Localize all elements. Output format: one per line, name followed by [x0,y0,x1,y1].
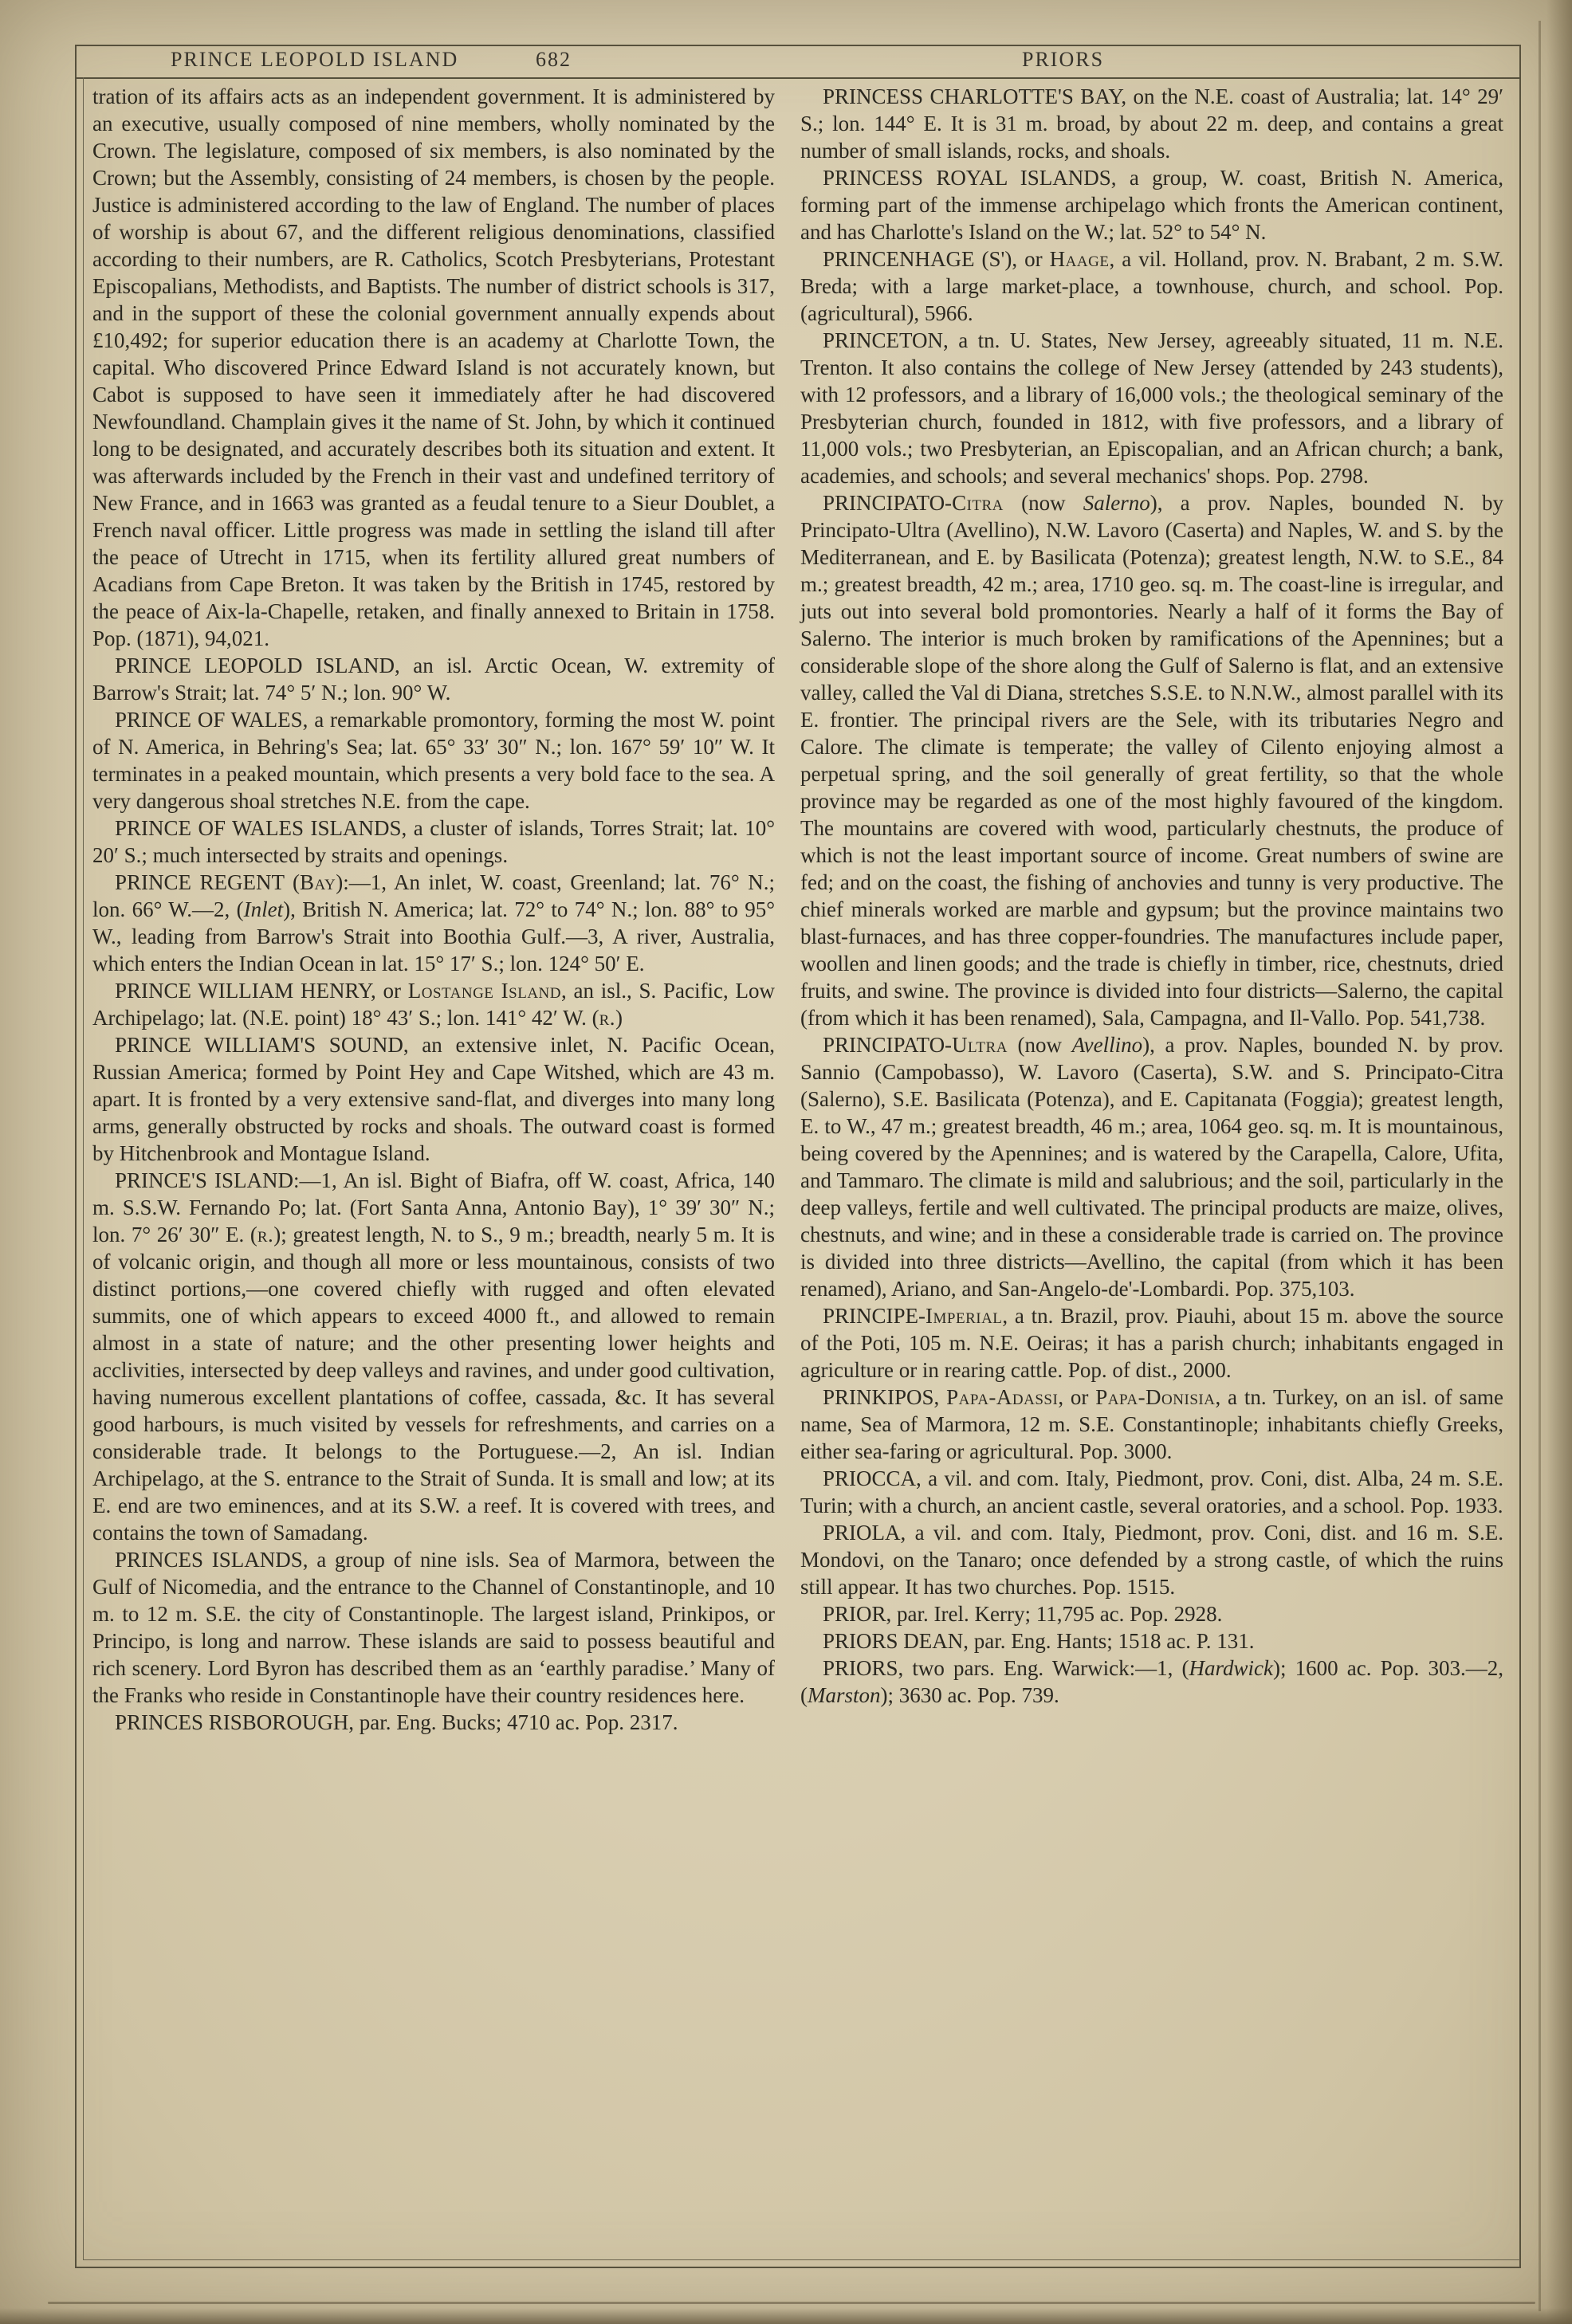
entry-paragraph [800,1655,1503,1709]
body-text: ), British N. America; lat. 72° to 74° N.; lon. 88° to 95° W., leading from Barrow's Strait into Boothia Gulf.—3, A river, Australia, which enters the Indian Ocean in lat. 15° 17′ S.; lon. 124° 50′ E. [92,897,775,976]
entry-paragraph [92,1709,775,1736]
entry-paragraph [92,1546,775,1709]
entry-paragraph [92,706,775,815]
italic-text: Salerno [1083,491,1150,515]
entry-paragraph [800,327,1503,489]
body-text: , a tn. Brazil, prov. Piauhi, about 15 m. above the source of the Poti, 105 m. N.E. Oeiras; it has a parish church; inhabitants engaged in agriculture or in rearing cattle. Pop. of dist., 2000. [800,1304,1503,1382]
body-text: PRIOLA, a vil. and com. Italy, Piedmont, prov. Coni, dist. and 16 m. S.E. Mondovi, on the Tanaro; once defended by a strong castle, of which the ruins still appear. It has two churches. Pop. 1515. [800,1521,1503,1599]
body-text: , a tn. Turkey, on an isl. of same name, Sea of Marmora, 12 m. S.E. Constantinople; inhabitants chiefly Greeks, either sea-faring or agricultural. Pop. 3000. [800,1385,1503,1463]
page-edge-bottom [48,2302,1535,2304]
body-text: PRINCETON, a tn. U. States, New Jersey, agreeably situated, 11 m. N.E. Trenton. It also contains the college of New Jersey (attended by 243 students), with 12 professors, and a library of 16,000 vols.; the theological seminary of the Presbyterian church, founded in 1812, with five professors, and a library of 11,000 vols.; two Presbyterian, an Episcopalian, and an African church; a bank, academies, and schools; and several mechanics' shops. Pop. 2798. [800,328,1503,488]
body-text: tration of its affairs acts as an independent government. It is administered by an executive, usually composed of nine members, wholly nominated by the Crown. The legislature, composed of six members, is also nominated by the Crown; but the Assembly, consisting of 24 members, is chosen by the people. Justice is administered according to the law of England. The number of places of worship is about 67, and the different religious denominations, classified according to their numbers, are R. Catholics, Scotch Presbyterians, Protestant Episcopalians, Methodists, and Baptists. The number of district schools is 317, and in the support of these the colonial government annually expends about £10,492; for superior education there is an academy at Charlotte Town, the capital. Who discovered Prince Edward Island is not accurately known, but Cabot is supposed to have seen it immediately after he had discovered Newfoundland. Champlain gives it the name of St. John, by which it continued long to be designated, and accurately describes both its situation and extent. It was afterwards included by the French in their vast and undefined territory of New France, and in 1663 was granted as a feudal tenure to a Sieur Doublet, a French naval officer. Little progress was made in settling the island till after the peace of Utrecht in 1715, when its fertility allured great numbers of Acadians from Cape Breton. It was taken by the British in 1745, restored by the peace of Aix-la-Chapelle, retaken, and finally annexed to Britain in 1758. Pop. (1871), 94,021. [92,84,775,650]
body-text: (now [1003,491,1083,515]
body-text: PRIOR, par. Irel. Kerry; 11,795 ac. Pop. 2928. [823,1602,1223,1626]
small-caps-text: Lostange Island [407,979,561,1003]
body-text: PRINCE OF WALES ISLANDS, a cluster of islands, Torres Strait; lat. 10° 20′ S.; much intersected by straits and openings. [92,816,775,867]
body-text: ); 3630 ac. Pop. 739. [880,1683,1059,1707]
small-caps-text: Haage [1049,247,1110,271]
body-text: PRINCE LEOPOLD ISLAND, an isl. Arctic Ocean, W. extremity of Barrow's Strait; lat. 74° 5′ N.; lon. 90° W. [92,654,775,705]
body-text: , an isl., S. Pacific, Low Archipelago; lat. (N.E. point) 18° 43′ S.; lon. 141° 42′ W. ( [92,979,775,1030]
column-left [92,83,775,1736]
body-text: PRINCENHAGE (S'), or [823,247,1050,271]
body-text: PRINCIPE- [823,1304,926,1328]
italic-text: Inlet [243,897,284,921]
body-text: PRIOCCA, a vil. and com. Italy, Piedmont, prov. Coni, dist. Alba, 24 m. S.E. Turin; with a church, an ancient castle, several oratories, and a school. Pop. 1933. [800,1466,1503,1517]
body-text: PRINCE REGENT ( [115,870,301,894]
entry-paragraph [92,83,775,652]
italic-text: Avellino [1071,1033,1143,1057]
small-caps-text: Citra [952,491,1004,515]
body-text: ):—1, An inlet, W. coast, Greenland; lat. 76° N.; lon. 66° W.—2, ( [92,870,775,921]
header-rule [75,77,1521,79]
body-text: PRINCE WILLIAM'S SOUND, an extensive inlet, N. Pacific Ocean, Russian America; formed by Point Hey and Cape Witshed, which are 43 m. apart. It is fronted by a very extensive sand-flat, and diverges into many long arms, generally obstructed by rocks and shoals. The outward coast is formed by Hitchenbrook and Montague Island. [92,1033,775,1165]
body-text: PRINCIPATO- [823,1033,953,1057]
italic-text: Marston [808,1683,881,1707]
running-head-right: PRIORS [1022,48,1105,71]
frame-rule-right [1519,45,1521,2268]
body-text: ); greatest length, N. to S., 9 m.; breadth, nearly 5 m. It is of volcanic origin, and though all more or less mountainous, consists of two distinct portions,—one covered chiefly with rugged and often elevated summits, one of which appears to exceed 4000 ft., and allowed to remain almost in a state of nature; and the other presenting lower heights and acclivities, intersected by deep valleys and ravines, and under good cultivation, having numerous excellent plantations of coffee, cassada, &c. It has several good harbours, is much visited by vessels for refreshments, and carries on a considerable trade. It belongs to the Portuguese.—2, An isl. Indian Archipelago, at the S. entrance to the Strait of Sunda. It is small and low; at its E. end are two eminences, and at its S.W. a reef. It is covered with trees, and contains the town of Samadang. [92,1223,775,1545]
entry-paragraph [800,245,1503,327]
column-right [800,83,1503,1709]
body-text: PRINCESS ROYAL ISLANDS, a group, W. coast, British N. America, forming part of the immense archipelago which fronts the American continent, and has Charlotte's Island on the W.; lat. 52° to 54° N. [800,166,1503,244]
frame-rule-top [75,45,1521,46]
frame-rule-bottom-inner [83,2259,1520,2260]
entry-paragraph [800,1465,1503,1519]
body-text: PRINCE'S ISLAND:—1, An isl. Bight of Biafra, off W. coast, Africa, 140 m. S.S.W. Fernando Po; lat. (Fort Santa Anna, Antonio Bay), 1° 39′ 30″ N.; lon. 7° 26′ 30″ E. ( [92,1168,775,1246]
body-text: , a vil. Holland, prov. N. Brabant, 2 m. S.W. Breda; with a large market-place, a townhouse, church, and school. Pop. (agricultural), 5966. [800,247,1504,325]
entry-paragraph [92,1167,775,1546]
entry-paragraph [800,1627,1503,1655]
entry-paragraph [800,1600,1503,1627]
body-text: ) [615,1006,623,1030]
small-caps-text: Papa-Donisia [1095,1385,1216,1409]
entry-paragraph [800,1302,1503,1384]
body-text: PRINCESS CHARLOTTE'S BAY, on the N.E. coast of Australia; lat. 14° 29′ S.; lon. 144° E. It is 31 m. broad, by about 22 m. deep, and contains a great number of small islands, rocks, and shoals. [800,84,1503,163]
entry-paragraph [92,652,775,706]
entry-paragraph [800,83,1503,164]
body-text: PRINCE WILLIAM HENRY, or [115,979,408,1003]
body-text: PRINCE OF WALES, a remarkable promontory, forming the most W. point of N. America, in Behring's Sea; lat. 65° 33′ 30″ N.; lon. 167° 59′ 10″ W. It terminates in a peaked mountain, which presents a very bold face to the sea. A very dangerous shoal stretches N.E. from the cape. [92,708,775,813]
small-caps-text: r. [257,1223,274,1246]
page-header [0,48,1572,75]
entry-paragraph [800,1384,1503,1465]
frame-rule-bottom-outer [75,2267,1521,2268]
scan-shadow-right [1546,0,1572,2324]
entry-paragraph [92,815,775,869]
body-text: (now [1007,1033,1072,1057]
entry-paragraph [800,1031,1503,1302]
frame-rule-left-outer [75,45,77,2268]
small-caps-text: r. [599,1006,616,1030]
entry-paragraph [800,164,1503,245]
body-text: , or [1058,1385,1096,1409]
body-text: PRIORS DEAN, par. Eng. Hants; 1518 ac. P. 131. [823,1629,1255,1653]
body-text: PRINCES ISLANDS, a group of nine isls. Sea of Marmora, between the Gulf of Nicomedia, and the entrance to the Channel of Constantinople, and 10 m. to 12 m. S.E. the city of Constantinople. The largest island, Prinkipos, or Principo, is long and narrow. These islands are said to possess beautiful and rich scenery. Lord Byron has described them as an ‘earthly paradise.’ Many of the Franks who reside in Constantinople have their country residences here. [92,1548,775,1707]
body-text: ), a prov. Naples, bounded N. by Principato-Ultra (Avellino), N.W. Lavoro (Caserta) and Naples, W. and S. by the Mediterranean, and E. by Basilicata (Potenza); greatest length, N.W. to S.E., 84 m.; greatest breadth, 42 m.; area, 1710 geo. sq. m. The coast-line is irregular, and juts out into several bold promontories. Nearly a half of it forms the Bay of Salerno. The interior is much broken by ramifications of the Apennines; but a considerable slope of the shore along the Gulf of Salerno is flat, and an extensive valley, called the Val di Diana, stretches S.S.E. to N.N.W., almost parallel with its E. frontier. The principal rivers are the Sele, with its tributaries Negro and Calore. The climate is temperate; the valley of Cilento enjoying almost a perpetual spring, and the soil generally of great fertility, so that the whole province may be regarded as one of the most highly favoured of the kingdom. The mountains are covered with wood, particularly chestnuts, the produce of which is not the least important source of income. Great numbers of swine are fed; and on the coast, the fishing of anchovies and tunny is very productive. The chief minerals worked are marble and gypsum; but the province maintains two blast-furnaces, and has three copper-foundries. The manufactures include paper, woollen and linen goods; and the trade is chiefly in timber, rice, chestnuts, dried fruits, and swine. The province is divided into four districts—Salerno, the capital (from which it has been renamed), Sala, Campagna, and Il-Vallo. Pop. 541,738. [800,491,1504,1030]
page-edge-right [1539,21,1541,2311]
scan-shadow-bottom [0,2308,1572,2324]
entry-paragraph [800,1519,1503,1600]
page-number: 682 [536,48,572,71]
small-caps-text: Bay [300,870,336,894]
entry-paragraph [800,489,1503,1031]
small-caps-text: Papa-Adassi [946,1385,1059,1409]
small-caps-text: Imperial [926,1304,1003,1328]
body-text: PRINCIPATO- [823,491,953,515]
small-caps-text: Ultra [952,1033,1008,1057]
body-text: PRINCES RISBOROUGH, par. Eng. Bucks; 4710 ac. Pop. 2317. [115,1710,678,1734]
italic-text: Hardwick [1189,1656,1273,1680]
frame-rule-left-inner [83,77,84,2259]
entry-paragraph [92,977,775,1031]
entry-paragraph [92,869,775,977]
body-text: ); 1600 ac. Pop. 303.—2, ( [800,1656,1503,1707]
body-text: ), a prov. Naples, bounded N. by prov. Sannio (Campobasso), W. Lavoro (Caserta), S.W. and S. Principato-Citra (Salerno), S.E. Basilicata (Potenza), and E. Capitanata (Foggia); greatest length, E. to W., 47 m.; greatest breadth, 46 m.; area, 1064 geo. sq. m. It is mountainous, being covered by the Apennines; and is watered by the Carapella, Calore, Ufita, and Tammaro. The climate is mild and salubrious; and the soil, particularly in the deep valleys, fertile and well cultivated. The principal products are maize, olives, chestnuts, and wine; and in these a considerable trade is carried on. The province is divided into three districts—Avellino, the capital (from which it has been renamed), Ariano, and San-Angelo-de'-Lombardi. Pop. 375,103. [800,1033,1503,1301]
entry-paragraph [92,1031,775,1167]
running-head-left: PRINCE LEOPOLD ISLAND [171,48,459,71]
body-text: PRINKIPOS, [823,1385,947,1409]
body-text: PRIORS, two pars. Eng. Warwick:—1, ( [823,1656,1189,1680]
